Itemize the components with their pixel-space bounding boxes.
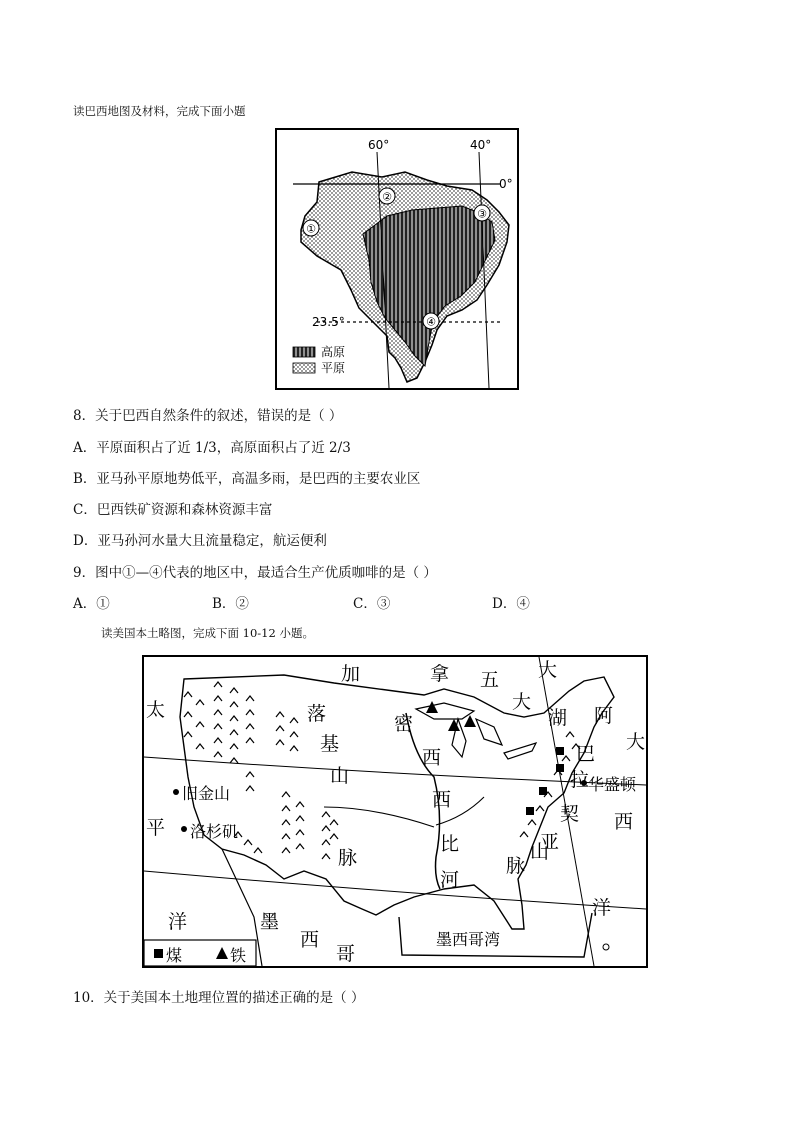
legend-plain-label: 平原 [321,361,346,375]
coal-mine-1 [556,747,564,755]
map-label-qi: 契 [560,803,580,825]
lake-huron [476,719,502,745]
q9-option-c[interactable]: C．③ [353,596,391,612]
map-label-da3: 大 [626,731,646,753]
q8-option-b[interactable]: B．亚马孙平原地势低平，高温多雨，是巴西的主要农业区 [73,471,421,487]
q8-option-c[interactable]: C．巴西铁矿资源和森林资源丰富 [73,502,273,518]
q9-option-a[interactable]: A．① [73,596,110,612]
map-label-wu: 五 [480,669,500,691]
label-23-5: 23.5° [312,315,345,329]
brazil-map-drawing [277,130,517,388]
q9-option-b[interactable]: B．② [212,596,249,612]
map-label-he: 河 [440,869,460,891]
legend-plateau-label: 高原 [321,345,346,359]
usa-map [142,655,648,968]
map-label-jia: 加 [341,663,361,685]
coal-mine-4 [526,807,534,815]
label-40: 40° [470,138,492,152]
marker-3 [474,205,490,221]
svg-text:②: ② [382,190,392,204]
sf-dot [173,789,179,795]
q8-option-a[interactable]: A．平原面积占了近 1/3，高原面积占了近 2/3 [73,440,351,456]
map-label-tai: 太 [146,699,166,721]
map-label-la: 拉 [570,769,590,791]
map-label-shan1: 山 [530,841,550,863]
map-label-luo: 落 [307,703,327,725]
map-label-mo: 墨 [260,911,280,933]
map-label-washington: 华盛顿 [588,775,637,794]
map-label-gulf: 墨西哥湾 [436,930,501,949]
q8-option-d[interactable]: D．亚马孙河水量大且流量稳定，航运便利 [73,533,327,549]
map-label-xi3: 西 [432,789,452,811]
map-label-los-angeles: 洛杉矶 [190,822,239,841]
map-label-bi: 比 [440,833,460,855]
map-label-yang1: 洋 [592,897,612,919]
legend-coal-label: 煤 [166,946,183,965]
map-label-da1: 大 [538,659,558,681]
map-label-da2: 大 [512,691,532,713]
svg-text:①: ① [306,222,316,236]
q8-stem: 8．关于巴西自然条件的叙述，错误的是（ ） [73,408,343,424]
map-label-hu: 湖 [548,707,568,729]
map-label-yang2: 洋 [168,911,188,933]
map-label-ji: 基 [320,733,340,755]
q9-option-d[interactable]: D．④ [492,596,530,612]
intro-text-2: 读美国本土略图，完成下面 10-12 小题。 [101,626,314,640]
map-label-shan2: 山 [330,765,350,787]
map-label-ge: 哥 [336,943,356,965]
intro-text-1: 读巴西地图及材料，完成下面小题 [73,104,246,118]
map-label-a: 阿 [594,705,614,727]
island-dot [603,944,609,950]
q9-stem: 9．图中①—④代表的地区中，最适合生产优质咖啡的是（ ） [73,565,437,581]
missouri-river [324,807,434,827]
lat-line-2 [144,871,646,909]
lake-erie [504,743,536,759]
map-label-xi1: 西 [614,811,634,833]
marker-1 [303,220,319,236]
map-label-mai2: 脉 [338,847,358,869]
lake-superior [416,703,474,719]
map-label-san-francisco: 旧金山 [182,784,231,803]
legend-iron-label: 铁 [230,946,247,965]
map-label-mi: 密 [394,713,414,735]
q10-stem: 10．关于美国本土地理位置的描述正确的是（ ） [73,990,365,1006]
map-label-na: 拿 [430,663,450,685]
label-0: 0° [499,177,513,191]
marker-4 [423,313,439,329]
map-label-xi4: 西 [300,929,320,951]
label-60: 60° [368,138,390,152]
legend-plain-swatch [293,363,315,373]
svg-text:③: ③ [477,207,487,221]
map-label-xi2: 西 [422,747,442,769]
map-label-mai1: 脉 [506,855,526,877]
map-label-ba: 巴 [576,743,596,765]
marker-2 [379,188,395,204]
map-label-ping: 平 [146,817,166,839]
svg-text:④: ④ [426,315,436,329]
coal-symbol [154,949,163,958]
brazil-map [275,128,519,390]
map-label-ya: 亚 [540,831,560,853]
la-dot [181,826,187,832]
legend-plateau-swatch [293,347,315,357]
